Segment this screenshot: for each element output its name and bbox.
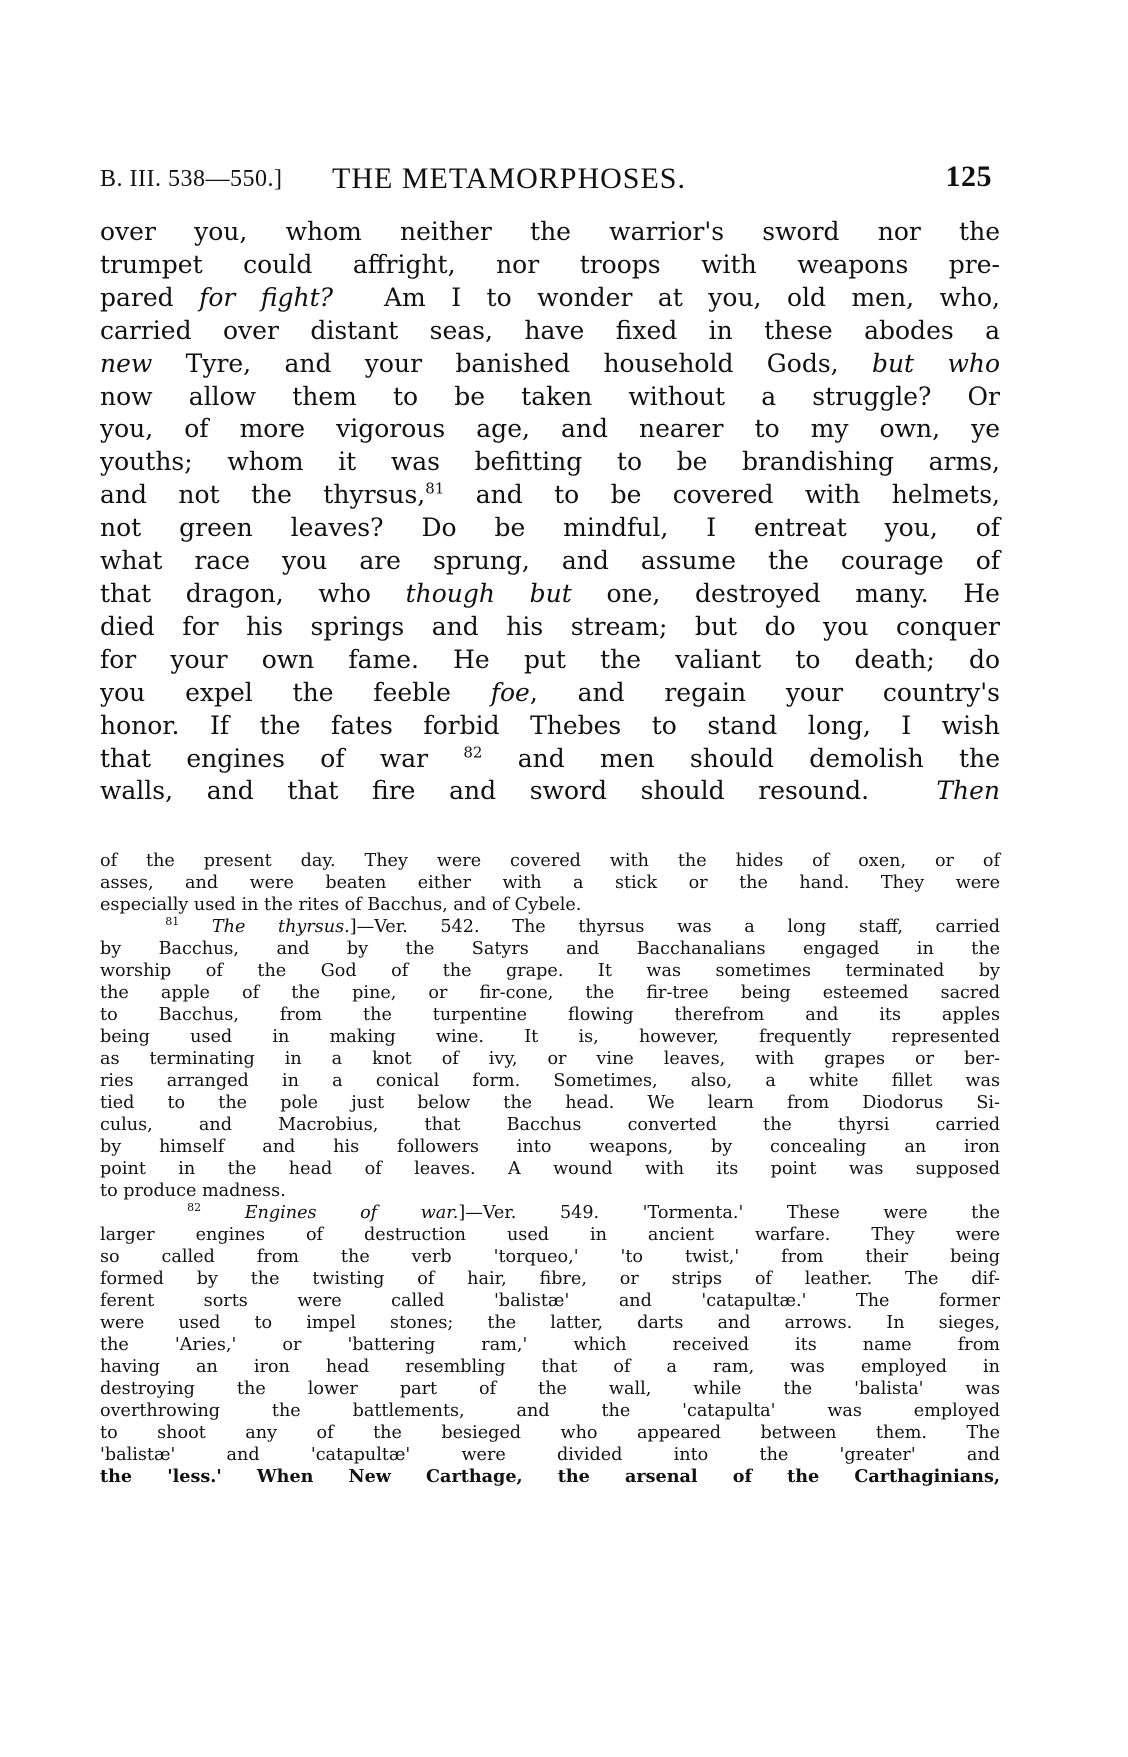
text-line: not green leaves? Do be mindful, I entreat you, of <box>100 513 1000 543</box>
footnote-line: the apple of the pine, or fir-cone, the fir-tree being esteemed sacred <box>100 983 1000 1004</box>
footnote-line: tied to the pole just below the head. We learn from Diodorus Si- <box>100 1093 1000 1114</box>
main-text <box>100 216 1000 808</box>
footnote-line: worship of the God of the grape. It was sometimes terminated by <box>100 961 1000 982</box>
text-line: over you, whom neither the warrior's sword nor the <box>100 217 1000 246</box>
footnote-81: $^{81}$ The thyrsus.]—Ver. 542. The thyrsus was a long staff, carried <box>165 915 1000 938</box>
italic-phrase: foe <box>490 677 530 707</box>
text-line: you, of more vigorous age, and nearer to my own, ye <box>100 414 1000 444</box>
footnote-line: the 'Aries,' or 'battering ram,' which received its name from <box>100 1335 1000 1356</box>
text-line: what race you are sprung, and assume the courage of <box>100 546 1000 576</box>
italic-phrase: new <box>100 348 153 378</box>
footnote-line: ries arranged in a conical form. Sometimes, also, a white fillet was <box>100 1071 1000 1092</box>
footnote-line: by Bacchus, and by the Satyrs and Bacchanalians engaged in the <box>100 939 1000 960</box>
footnote-82: $^{82}$ Engines of war.]—Ver. 549. 'Tormenta.' These were the <box>187 1201 1000 1224</box>
footnote-line: as terminating in a knot of ivy, or vine leaves, with grapes or ber- <box>100 1049 1000 1070</box>
text-line: new Tyre, and your banished household Gods, but who <box>100 348 1000 378</box>
text-line: for your own fame. He put the valiant to death; do <box>100 644 1000 674</box>
italic-phrase: Then <box>936 776 1000 806</box>
footnote-line: were used to impel stones; the latter, darts and arrows. In sieges, <box>100 1313 1000 1334</box>
footnotes <box>100 850 1000 1488</box>
book-page <box>100 160 1000 1488</box>
footnote-line: asses, and were beaten either with a stick or the hand. They were <box>100 873 1000 894</box>
footnote-line: culus, and Macrobius, that Bacchus converted the thyrsi carried <box>100 1115 1000 1136</box>
running-head <box>100 160 1000 204</box>
text-line: pared for fight? Am I to wonder at you, old men, who, <box>100 282 1000 312</box>
footnote-line: so called from the verb 'torqueo,' 'to twist,' from their being <box>100 1247 1000 1268</box>
footnote-line: point in the head of leaves. A wound with its point was supposed <box>100 1159 1000 1180</box>
text-line: youths; whom it was befitting to be brandishing arms, <box>100 447 1000 477</box>
footnote-number: 82 <box>187 1201 202 1215</box>
footnote-ref-82[interactable]: 82 <box>463 743 483 762</box>
running-title: THE METAMORPHOSES. <box>332 162 686 195</box>
footnote-line: larger engines of destruction used in ancient warfare. They were <box>100 1225 1000 1246</box>
footnote-ref-81[interactable]: 81 <box>425 479 445 498</box>
italic-phrase: though but <box>405 578 572 608</box>
text-line: you expel the feeble foe, and regain your country's <box>100 677 1000 707</box>
footnote-line: having an iron head resembling that of a ram, was employed in <box>100 1357 1000 1378</box>
footnote-line: being used in making wine. It is, however, frequently represented <box>100 1027 1000 1048</box>
footnote-line: to produce madness. <box>100 1181 286 1202</box>
footnote-lemma: Engines of war. <box>244 1203 459 1224</box>
footnote-line: ferent sorts were called 'balistæ' and 'catapultæ.' The former <box>100 1291 1000 1312</box>
footnote-line: the 'less.' When New Carthage, the arsenal of the Carthaginians, <box>100 1466 1000 1488</box>
text-line: and not the thyrsus,$^{81}$ and to be covered with helmets, <box>100 479 1001 510</box>
footnote-line: of the present day. They were covered with the hides of oxen, or of <box>100 851 1000 872</box>
footnote-line: overthrowing the battlements, and the 'catapulta' was employed <box>100 1401 1000 1422</box>
footnote-line: by himself and his followers into weapons, by concealing an iron <box>100 1137 1000 1158</box>
text-line: now allow them to be taken without a struggle? Or <box>100 381 1000 411</box>
text-line: that engines of war $^{82}$ and men should demolish the <box>100 743 1000 773</box>
italic-phrase: for fight? <box>199 282 334 312</box>
footnote-line: destroying the lower part of the wall, while the 'balista' was <box>100 1379 1000 1400</box>
page-number: 125 <box>945 160 992 193</box>
text-line: honor. If the fates forbid Thebes to stand long, I wish <box>100 710 1000 740</box>
footnote-line: especially used in the rites of Bacchus, and of Cybele. <box>100 895 582 916</box>
footnote-line: to Bacchus, from the turpentine flowing therefrom and its apples <box>100 1005 1000 1026</box>
section-reference: B. III. 538—550.] <box>100 166 283 192</box>
footnote-line: to shoot any of the besieged who appeared between them. The <box>100 1423 1000 1444</box>
footnote-line: 'balistæ' and 'catapultæ' were divided into the 'greater' and <box>100 1445 1000 1466</box>
text-line: walls, and that fire and sword should resound. Then <box>100 776 1000 806</box>
text-line: carried over distant seas, have fixed in these abodes a <box>100 315 1000 345</box>
text-line: that dragon, who though but one, destroyed many. He <box>100 578 1000 608</box>
footnote-number: 81 <box>165 915 180 929</box>
text-line: trumpet could affright, nor troops with weapons pre- <box>100 249 1000 279</box>
text-line: died for his springs and his stream; but do you conquer <box>100 611 1000 641</box>
footnote-lemma: The thyrsus. <box>211 917 350 938</box>
footnote-line: formed by the twisting of hair, fibre, or strips of leather. The dif- <box>100 1269 1000 1290</box>
italic-phrase: but who <box>871 348 1000 378</box>
